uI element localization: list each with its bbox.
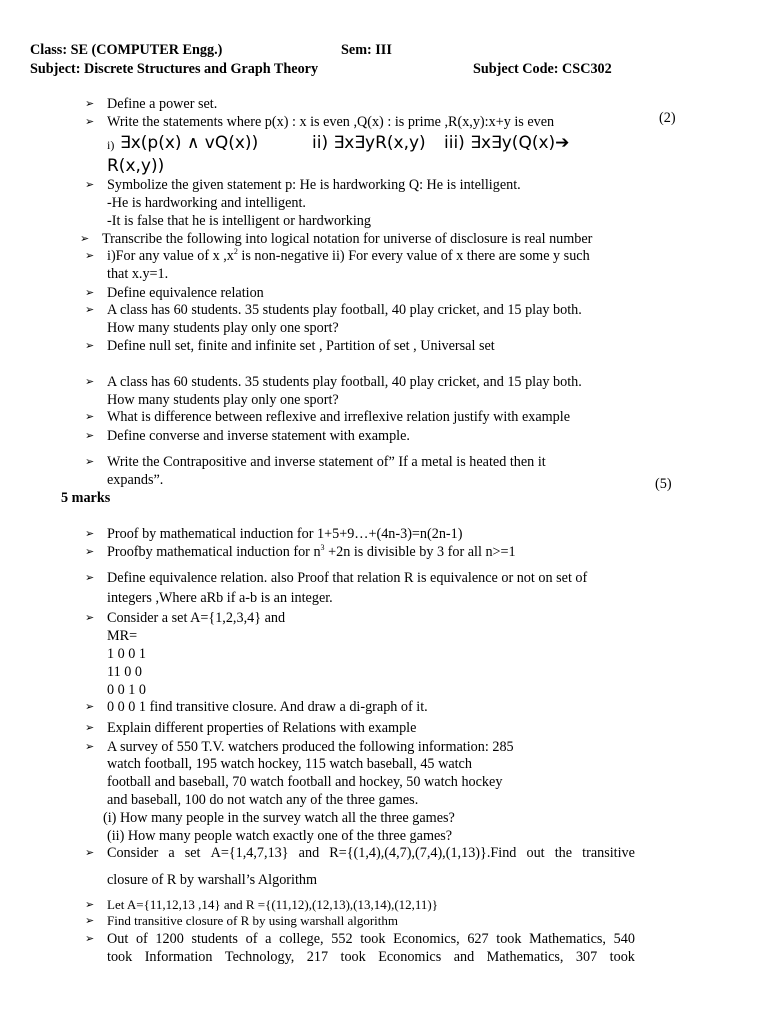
question-class-sports-b: A class has 60 students. 35 students play football, 40 play cricket, and 15 play both.	[107, 374, 582, 390]
question-survey-line-4: and baseball, 100 do not watch any of the three games.	[107, 792, 419, 808]
question-power-set: Define a power set.	[107, 96, 218, 112]
bullet-arrow-icon: ➢	[85, 430, 95, 442]
question-survey-line-3: football and baseball, 70 watch football and hockey, 50 watch hockey	[107, 774, 503, 790]
bullet-arrow-icon: ➢	[85, 116, 95, 128]
marks-five: (5)	[655, 476, 672, 492]
bullet-arrow-icon: ➢	[85, 411, 95, 423]
question-survey-part-i: (i) How many people in the survey watch all the three games?	[103, 810, 455, 826]
question-class-sports-a-cont: How many students play only one sport?	[107, 320, 339, 336]
question-college-line-2: took Information Technology, 217 took Economics and Mathematics, 307 took	[107, 949, 635, 965]
bullet-arrow-icon: ➢	[85, 899, 95, 911]
bullet-arrow-icon: ➢	[85, 847, 95, 859]
bullet-arrow-icon: ➢	[85, 250, 95, 262]
question-relation-properties: Explain different properties of Relations with example	[107, 720, 417, 736]
question-induction-1: Proof by mathematical induction for 1+5+9…+(4n-3)=n(2n-1)	[107, 526, 463, 542]
section-heading-5-marks: 5 marks	[61, 490, 111, 506]
transcribe-part-a: i)For any value of x $,x^2$ is non-negative ii) For every value of x there are some y such	[107, 247, 590, 264]
question-null-set: Define null set, finite and infinite set , Partition of set , Universal set	[107, 338, 495, 354]
bullet-arrow-icon: ➢	[85, 701, 95, 713]
bullet-arrow-icon: ➢	[85, 741, 95, 753]
bullet-arrow-icon: ➢	[85, 304, 95, 316]
bullet-arrow-icon: ➢	[85, 528, 95, 540]
statement-i-prefix: i)	[107, 138, 115, 152]
bullet-arrow-icon: ➢	[85, 376, 95, 388]
bullet-arrow-icon: ➢	[85, 456, 95, 468]
question-warshall: Consider a set A={1,4,7,13} and R={(1,4),(4,7),(7,4),(1,13)}.Find out the transitive	[107, 845, 635, 861]
statement-iii: iii) ∃x∃y(Q(x)➔	[444, 133, 570, 153]
question-equivalence-relation-cont: integers ,Where aRb if a-b is an integer.	[107, 590, 333, 606]
bullet-arrow-icon: ➢	[85, 546, 95, 558]
question-let-a: Let A={11,12,13 ,14} and R ={(11,12),(12,13),(13,14),(12,11)}	[107, 897, 438, 912]
subject-label: Subject: Discrete Structures and Graph Theory	[30, 61, 319, 77]
matrix-row-1: 1 0 0 1	[107, 646, 147, 662]
bullet-arrow-icon: ➢	[85, 340, 95, 352]
question-statements: Write the statements where p(x) : x is even ,Q(x) : is prime ,R(x,y):x+y is even	[107, 114, 555, 130]
question-college-line-1: Out of 1200 students of a college, 552 took Economics, 627 took Mathematics, 540	[107, 931, 635, 947]
question-reflexive: What is difference between reflexive and irreflexive relation justify with example	[107, 409, 570, 425]
statement-iii-continued: R(x,y))	[107, 156, 165, 176]
question-contrapositive-cont: expands”.	[107, 472, 164, 488]
question-symbolize: Symbolize the given statement p: He is hardworking Q: He is intelligent.	[107, 177, 521, 193]
question-class-sports-a: A class has 60 students. 35 students play football, 40 play cricket, and 15 play both.	[107, 302, 582, 318]
sem-label: Sem: III	[341, 42, 392, 58]
question-survey-part-ii: (ii) How many people watch exactly one of the three games?	[107, 828, 453, 844]
statement-ii: ii) ∃x∃yR(x,y)	[312, 133, 426, 153]
marks-two: (2)	[659, 110, 676, 126]
question-equivalence: Define equivalence relation	[107, 285, 264, 301]
transcribe-part-b: that x.y=1.	[107, 266, 169, 282]
matrix-label: MR=	[107, 628, 138, 644]
question-survey-line-1: A survey of 550 T.V. watchers produced the following information: 285	[107, 739, 514, 755]
bullet-arrow-icon: ➢	[85, 572, 95, 584]
bullet-arrow-icon: ➢	[85, 933, 95, 945]
bullet-arrow-icon: ➢	[85, 722, 95, 734]
symbolize-part-a: -He is hardworking and intelligent.	[107, 195, 306, 211]
class-label: Class: SE (COMPUTER Engg.)	[30, 42, 223, 58]
matrix-row-3: 0 0 1 0	[107, 682, 147, 698]
question-transcribe: Transcribe the following into logical notation for universe of disclosure is real number	[102, 231, 593, 247]
bullet-arrow-icon: ➢	[85, 612, 95, 624]
bullet-arrow-icon: ➢	[80, 233, 90, 245]
question-converse: Define converse and inverse statement with example.	[107, 428, 410, 444]
question-class-sports-b-cont: How many students play only one sport?	[107, 392, 339, 408]
bullet-arrow-icon: ➢	[85, 915, 95, 927]
subject-code: Subject Code: CSC302	[473, 61, 612, 77]
bullet-arrow-icon: ➢	[85, 287, 95, 299]
question-consider-set: Consider a set A={1,2,3,4} and	[107, 610, 286, 626]
question-equivalence-relation: Define equivalence relation. also Proof that relation R is equivalence or not on set of	[107, 570, 588, 586]
matrix-row-4: 0 0 0 1 find transitive closure. And draw a di-graph of it.	[107, 699, 428, 715]
question-induction-2: Proofby mathematical induction for $n^3 +2n$ is divisible by 3 for all n>=1	[107, 543, 516, 560]
matrix-row-2: 11 0 0	[107, 664, 142, 680]
symbolize-part-b: -It is false that he is intelligent or hardworking	[107, 213, 371, 229]
question-find-transitive: Find transitive closure of R by using warshall algorithm	[107, 913, 399, 928]
statement-i: ∃x(p(x) ∧ vQ(x))	[120, 133, 259, 153]
bullet-arrow-icon: ➢	[85, 179, 95, 191]
question-warshall-cont: closure of R by warshall’s Algorithm	[107, 872, 318, 888]
bullet-arrow-icon: ➢	[85, 98, 95, 110]
question-contrapositive: Write the Contrapositive and inverse statement of” If a metal is heated then it	[107, 454, 546, 470]
question-survey-line-2: watch football, 195 watch hockey, 115 watch baseball, 45 watch	[107, 756, 472, 772]
